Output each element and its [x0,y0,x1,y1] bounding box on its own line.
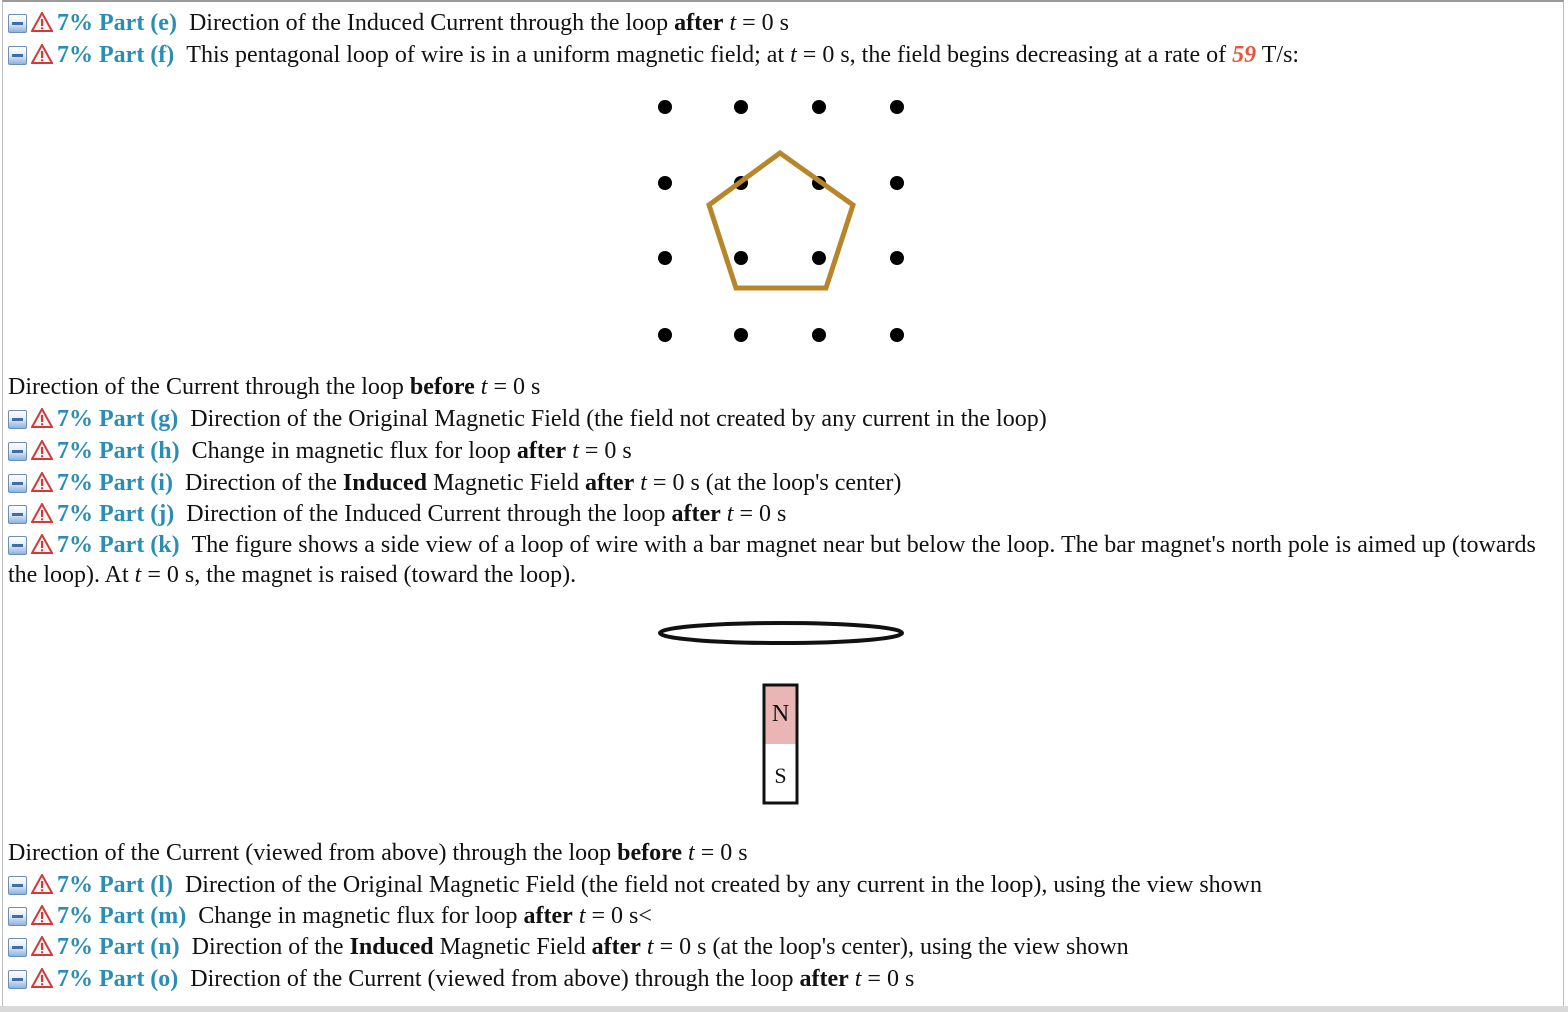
south-label: S [774,763,787,788]
collapse-box-icon[interactable] [8,505,27,524]
part-m-label[interactable]: 7% Part (m) [57,903,187,929]
part-i-bold-2: after [584,470,635,496]
prompt-1-text: Direction of the Current through the loop [8,374,410,400]
part-e-bold: after [674,10,724,36]
field-dot [812,251,826,265]
part-m-text: Change in magnetic flux for loop [198,903,524,929]
part-k-text-2: = 0 s, the magnet is raised (toward the loop). [141,562,577,588]
field-dot [658,328,672,342]
part-m-row [8,901,652,931]
part-e-label[interactable]: 7% Part (e) [57,10,177,36]
pentagon-loop [709,153,853,288]
var-t: t [134,562,142,588]
var-t: t [640,470,647,496]
part-n-bold: Induced [349,934,434,960]
var-t: t [854,966,862,992]
prompt-2-text-2: = 0 s [694,840,748,866]
field-dot [734,328,748,342]
part-k-label[interactable]: 7% Part (k) [57,532,180,558]
warning-triangle-icon [31,408,53,428]
north-label: N [771,701,790,727]
field-dot [734,251,748,265]
part-o-text: Direction of the Current (viewed from above) through the loop [190,966,800,992]
part-j-text: Direction of the Induced Current through the loop [186,501,672,527]
part-e-row [8,8,789,38]
part-n-row [8,932,1129,962]
warning-triangle-icon [31,905,53,925]
collapse-box-icon[interactable] [8,46,27,65]
var-t: t [688,840,695,866]
part-h-text-2: = 0 s [578,438,632,464]
collapse-box-icon[interactable] [8,970,27,989]
var-t: t [480,374,488,400]
warning-triangle-icon [31,968,53,988]
field-dot [658,100,672,114]
field-dot [658,176,672,190]
warning-triangle-icon [31,12,53,32]
prompt-1-text-2: = 0 s [487,374,541,400]
warning-triangle-icon [31,503,53,523]
collapse-box-icon[interactable] [8,938,27,957]
field-dot [734,100,748,114]
part-f-text-3: T/s: [1256,42,1300,68]
part-j-bold: after [671,501,721,527]
part-i-text-2: Magnetic Field [426,470,585,496]
part-f-text-2: = 0 s, the field begins decreasing at a rate of [796,42,1233,68]
collapse-box-icon[interactable] [8,14,27,33]
part-k-text: The figure shows a side view of a loop of wire with a bar magnet near but below the loop. The bar magnet's north pole is aimed up (towards the loop). At [8,532,1536,588]
var-t: t [790,42,797,68]
collapse-box-icon[interactable] [8,474,27,493]
part-n-text: Direction of the [191,934,350,960]
part-o-row [8,964,914,994]
part-e-text: Direction of the Induced Current through the loop [188,10,675,36]
part-o-text-2: = 0 s [861,966,915,992]
part-n-text-3: = 0 s (at the loop's center), using the view shown [653,934,1129,960]
part-h-bold: after [516,438,567,464]
pentagon-loop-figure [640,85,920,355]
part-n-text-2: Magnetic Field [433,934,592,960]
bottom-scrollbar[interactable] [0,1006,1568,1012]
field-dot [812,328,826,342]
field-dot [658,251,672,265]
part-g-label[interactable]: 7% Part (g) [57,406,179,432]
var-t: t [572,438,579,464]
part-e-text-2: = 0 s [736,10,789,36]
field-dot [890,328,904,342]
collapse-box-icon[interactable] [8,536,27,555]
warning-triangle-icon [31,44,53,64]
collapse-box-icon[interactable] [8,442,27,461]
part-i-label[interactable]: 7% Part (i) [57,470,173,496]
part-l-text: Direction of the Original Magnetic Field (the field not created by any current in the loop), using the view shown [184,872,1263,898]
field-dot [812,100,826,114]
side-view-loop [660,623,902,643]
part-g-text: Direction of the Original Magnetic Field (the field not created by any current in the loop) [190,406,1047,432]
collapse-box-icon[interactable] [8,907,27,926]
part-h-label[interactable]: 7% Part (h) [57,438,180,464]
var-t: t [578,903,586,929]
part-i-text: Direction of the [184,470,343,496]
part-m-text-2: = 0 s< [585,903,652,929]
field-dot [890,251,904,265]
prompt-1 [8,372,540,402]
var-t: t [646,934,654,960]
loop-magnet-figure [650,612,920,812]
prompt-2 [8,838,748,868]
var-t: t [729,10,737,36]
part-f-row [8,40,1299,70]
prompt-2-bold: before [617,840,683,866]
part-i-row [8,468,901,498]
part-i-text-3: = 0 s (at the loop's center) [646,470,902,496]
part-f-label[interactable]: 7% Part (f) [57,42,175,68]
part-g-row [8,404,1047,434]
collapse-box-icon[interactable] [8,876,27,895]
part-l-row [8,870,1262,900]
warning-triangle-icon [31,874,53,894]
field-dot [890,176,904,190]
part-m-bold: after [523,903,573,929]
part-k-row [8,530,1558,590]
part-j-row [8,499,786,529]
part-n-label[interactable]: 7% Part (n) [57,934,180,960]
field-dot [890,100,904,114]
part-h-row [8,436,632,466]
part-j-text-2: = 0 s [733,501,787,527]
prompt-2-text: Direction of the Current (viewed from above) through the loop [8,840,618,866]
warning-triangle-icon [31,440,53,460]
part-o-label[interactable]: 7% Part (o) [57,966,179,992]
collapse-box-icon[interactable] [8,410,27,429]
part-j-label[interactable]: 7% Part (j) [57,501,175,527]
prompt-1-bold: before [409,374,475,400]
field-rate-value: 59 [1232,42,1257,68]
part-i-bold: Induced [342,470,427,496]
field-dots [658,100,904,342]
part-o-bold: after [799,966,849,992]
var-t: t [726,501,734,527]
part-h-text: Change in magnetic flux for loop [191,438,517,464]
part-n-bold-2: after [591,934,641,960]
warning-triangle-icon [31,936,53,956]
part-f-text: This pentagonal loop of wire is in a uniform magnetic field; at [186,42,791,68]
part-l-label[interactable]: 7% Part (l) [57,872,173,898]
warning-triangle-icon [31,472,53,492]
warning-triangle-icon [31,534,53,554]
